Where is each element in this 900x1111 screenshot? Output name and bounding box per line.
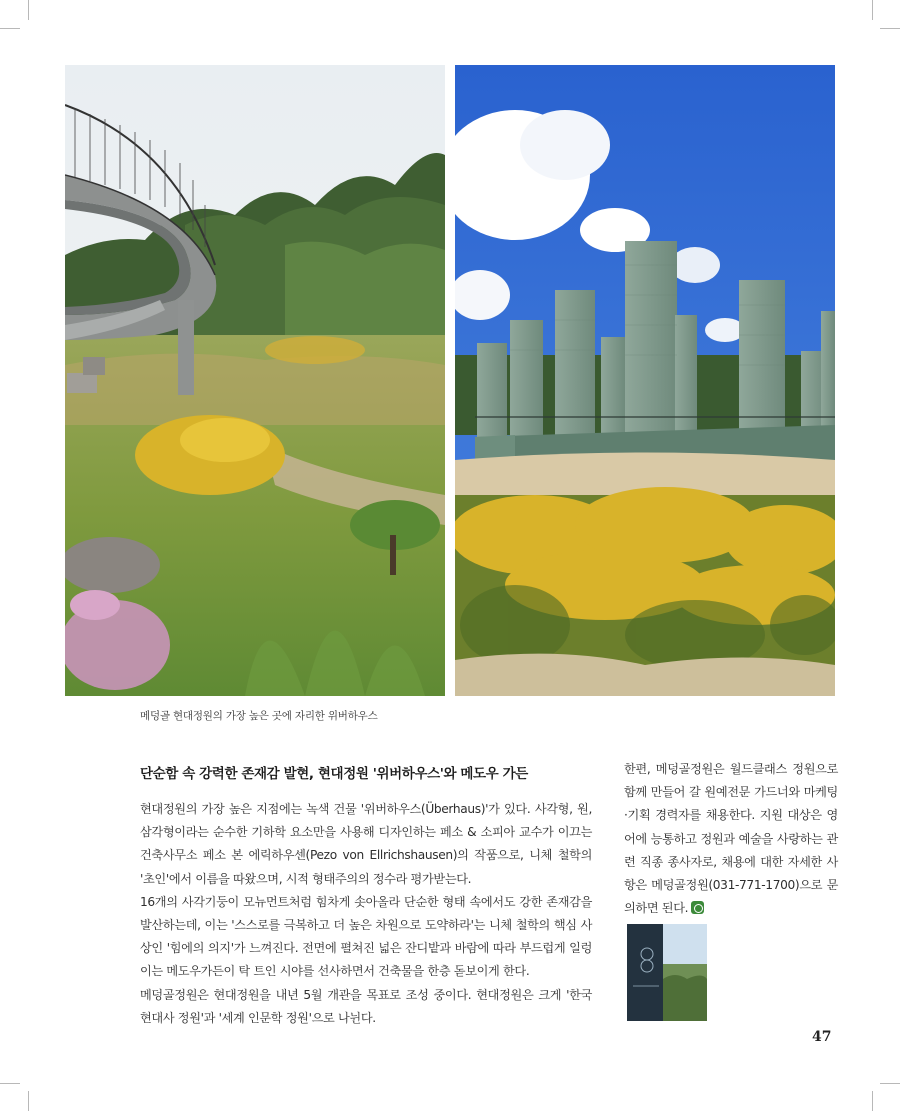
recruitment-text: 한편, 메덩골정원은 월드클래스 정원으로 함께 만들어 갈 원예전문 가드너와 마케팅·기획 경력자를 채용한다. 지원 대상은 영어에 능통하고 정원과 예술을 사랑하는 관련 직종 종사자로, 채용에 대한 자세한 사항은 메덩골정원(031-771-1700)으로 문의하면 된다.	[624, 762, 838, 916]
crop-mark	[28, 0, 29, 20]
crop-mark	[0, 28, 20, 29]
recruitment-notice	[624, 758, 838, 920]
crop-mark	[872, 1091, 873, 1111]
body-paragraph: 메덩골정원은 현대정원을 내년 5월 개관을 목표로 조성 중이다. 현대정원은 크게 '한국 현대사 정원'과 '세계 인문학 정원'으로 나뉜다.	[140, 987, 592, 1025]
crop-mark	[880, 1083, 900, 1084]
crop-mark	[28, 1091, 29, 1111]
crop-mark	[872, 0, 873, 20]
crop-mark	[880, 28, 900, 29]
body-paragraph: 현대정원의 가장 높은 지점에는 녹색 건물 '위버하우스(Überhaus)'가 있다. 사각형, 원, 삼각형이라는 순수한 기하학 요소만을 사용해 디자인하는 페소 & 소피아 교수가 이끄는 건축사무소 페소 본 에릭하우센(Pezo von Ellrichshausen)의 작품으로, 니체 철학의 '초인'에서 이름을 따왔으며, 시적 형태주의의 정수라 평가받는다.	[140, 802, 593, 886]
body-paragraph: 16개의 사각기둥이 모뉴먼트처럼 힘차게 솟아올라 단순한 형태 속에서도 강한 존재감을 발산하는데, 이는 '스스로를 극복하고 더 높은 차원으로 도약하라'는 니체 철학의 핵심 사상인 '힘에의 의지'가 느껴진다. 전면에 펼쳐진 넓은 잔디밭과 바람에 따라 부드럽게 일렁이는 메도우가든이 탁 트인 시야를 선사하면서 건축물을 한층 돋보이게 한다.	[140, 894, 592, 979]
article-body	[140, 798, 592, 1030]
section-heading: 단순함 속 강력한 존재감 발현, 현대정원 '위버하우스'와 메도우 가든	[140, 766, 528, 782]
article-end-icon	[691, 901, 704, 914]
photo-caption: 메덩골 현대정원의 가장 높은 곳에 자리한 위버하우스	[140, 710, 378, 722]
uberhaus-meadow-photo	[455, 65, 835, 696]
page-number: 47	[812, 1029, 832, 1045]
garden-signage-thumbnail	[627, 924, 707, 1021]
crop-mark	[0, 1083, 20, 1084]
garden-walkway-photo	[65, 65, 445, 696]
